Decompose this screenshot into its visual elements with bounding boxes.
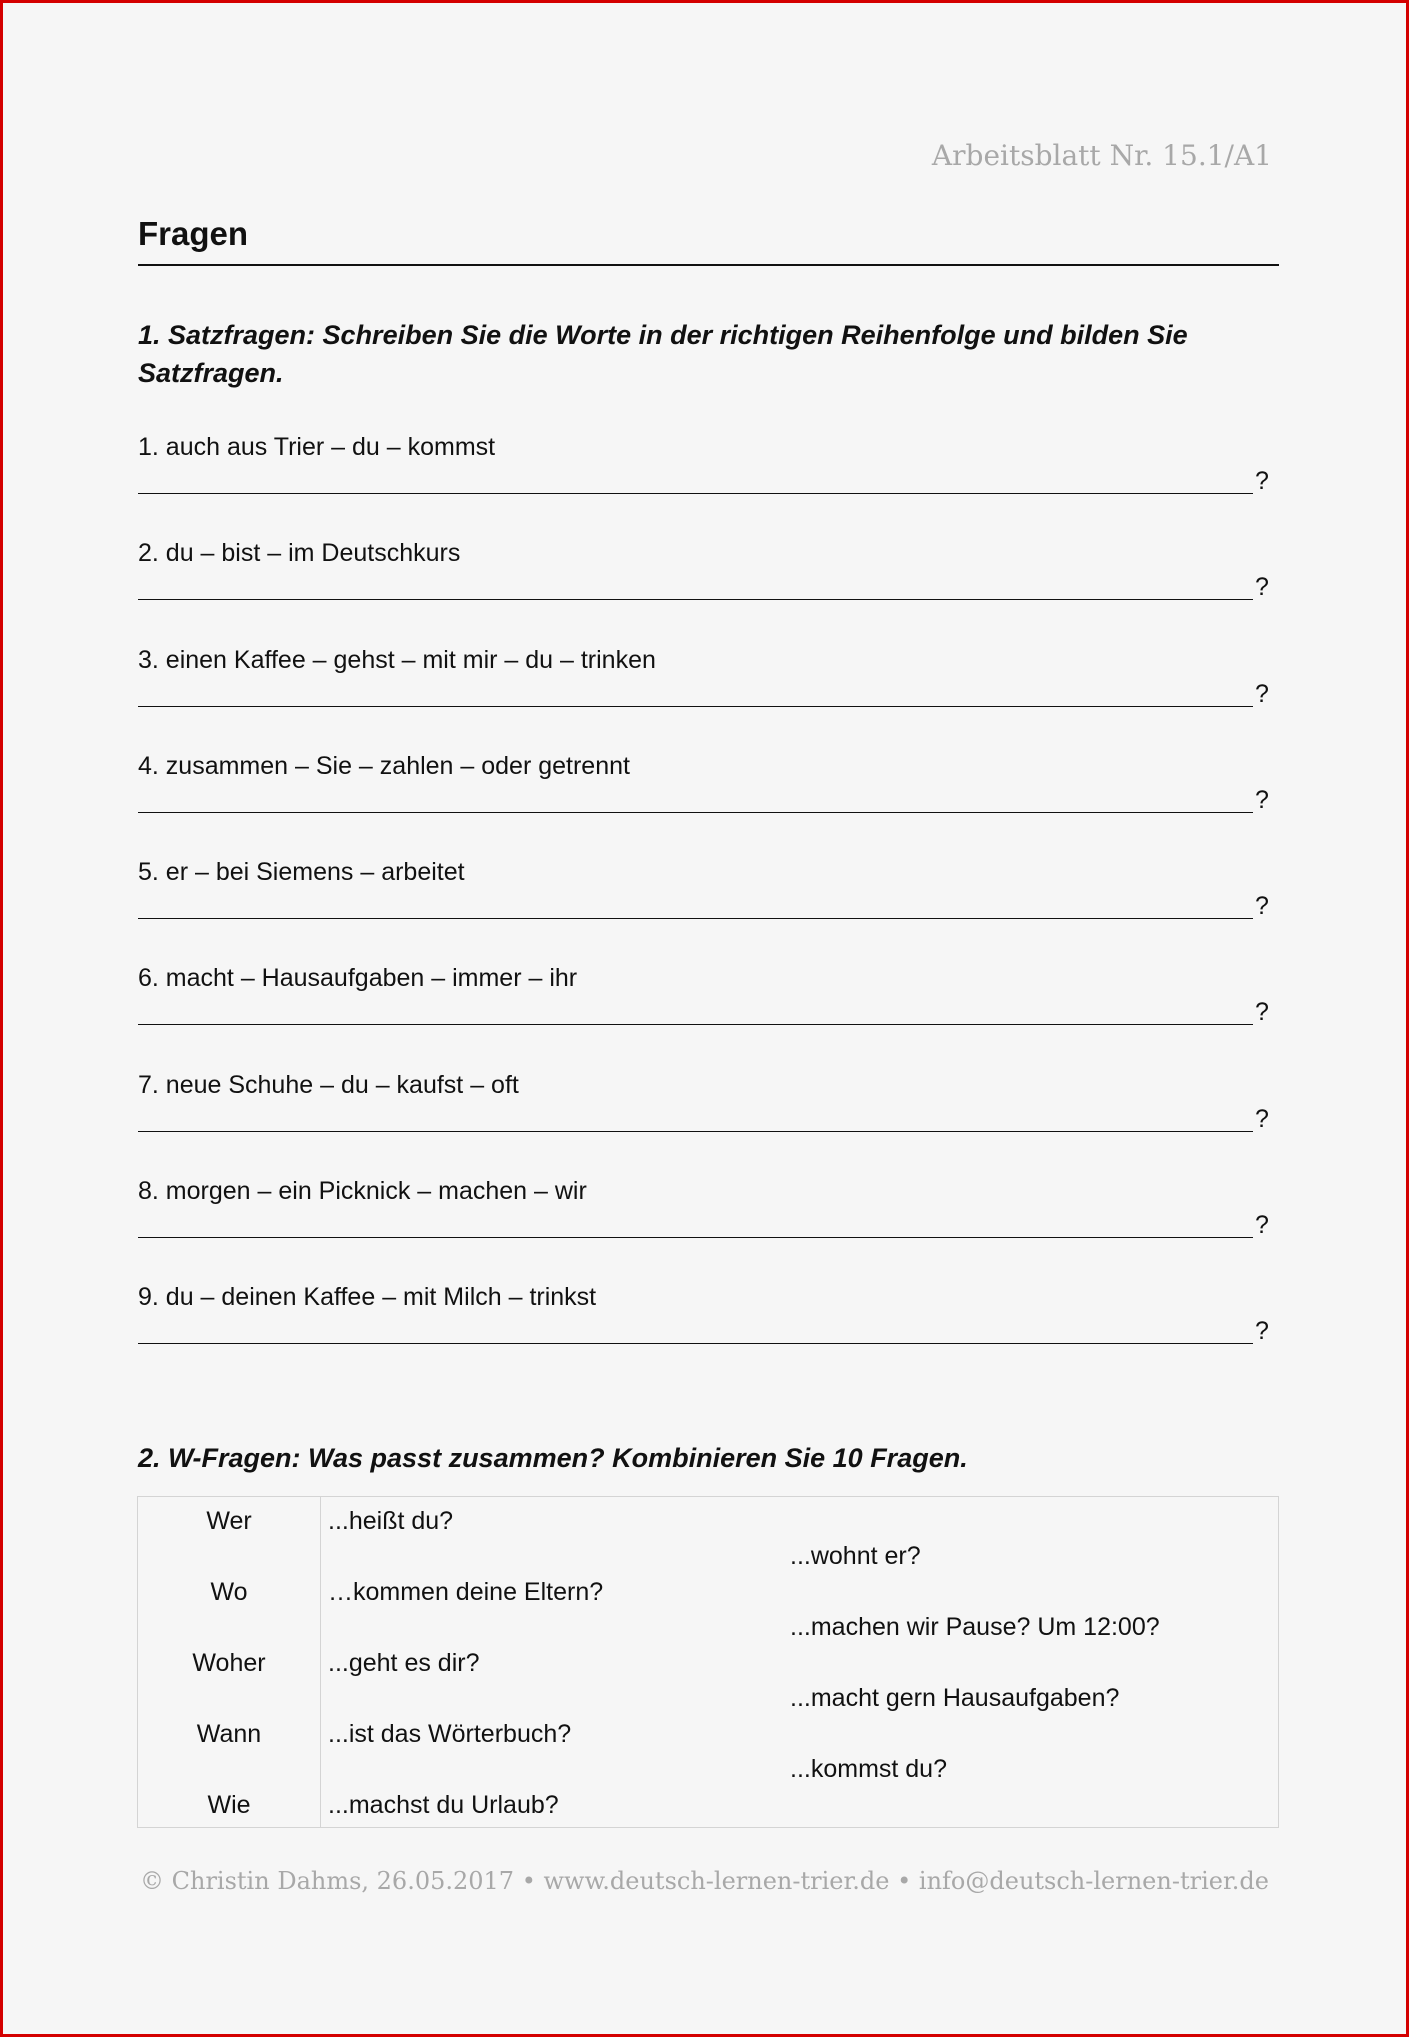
exercise-prompt: 8. morgen – ein Picknick – machen – wir <box>138 1176 587 1205</box>
question-mark: ? <box>1255 998 1269 1027</box>
question-mark: ? <box>1255 1104 1269 1133</box>
question-mark: ? <box>1255 573 1269 602</box>
question-ending: ...wohnt er? <box>790 1542 921 1570</box>
question-ending: ...macht gern Hausaufgaben? <box>790 1684 1120 1712</box>
question-ending: ...geht es dir? <box>328 1649 480 1677</box>
question-word: Woher <box>192 1649 266 1677</box>
exercise-item <box>138 1175 1279 1281</box>
question-ending: ...heißt du? <box>328 1507 454 1535</box>
exercise-prompt: 3. einen Kaffee – gehst – mit mir – du – trinken <box>138 645 656 674</box>
question-ending: …kommen deine Eltern? <box>328 1578 604 1606</box>
question-word: Wer <box>206 1507 252 1535</box>
exercise-item <box>138 1281 1279 1387</box>
exercise-item <box>138 856 1279 962</box>
exercise-prompt: 2. du – bist – im Deutschkurs <box>138 539 461 568</box>
copyright-footer: © Christin Dahms, 26.05.2017 • www.deutsch-lernen-trier.de • info@deutsch-lernen-trier.de <box>140 1867 1269 1895</box>
question-word: Wie <box>207 1791 251 1819</box>
question-ending: ...ist das Wörterbuch? <box>328 1720 572 1748</box>
question-mark: ? <box>1255 679 1269 708</box>
question-mark: ? <box>1255 892 1269 920</box>
column-divider <box>320 1497 321 1827</box>
exercise-item <box>138 1069 1279 1175</box>
question-ending: ...machen wir Pause? Um 12:00? <box>790 1613 1160 1641</box>
section1-heading: 1. Satzfragen: Schreiben Sie die Worte in der richtigen Reihenfolge und bilden Sie Satzfragen. <box>138 320 1188 388</box>
exercise-prompt: 1. auch aus Trier – du – kommst <box>138 433 496 461</box>
w-questions-table <box>137 1496 1279 1828</box>
exercise-prompt: 6. macht – Hausaufgaben – immer – ihr <box>138 964 578 993</box>
exercise-item <box>138 537 1279 643</box>
page-title: Fragen <box>138 215 249 252</box>
answer-line[interactable] <box>138 1024 1253 1025</box>
exercise-item <box>138 431 1279 537</box>
answer-line[interactable] <box>138 918 1253 919</box>
answer-line[interactable] <box>138 1131 1253 1132</box>
answer-line[interactable] <box>138 493 1253 494</box>
answer-line[interactable] <box>138 1237 1253 1238</box>
question-mark: ? <box>1255 467 1269 495</box>
exercise-item <box>138 962 1279 1068</box>
question-mark: ? <box>1255 1210 1269 1239</box>
exercise-prompt: 4. zusammen – Sie – zahlen – oder getrennt <box>138 751 630 780</box>
answer-line[interactable] <box>138 599 1253 600</box>
answer-line[interactable] <box>138 1343 1253 1344</box>
exercise-item <box>138 750 1279 856</box>
exercise-prompt: 9. du – deinen Kaffee – mit Milch – trinkst <box>138 1283 597 1311</box>
section2-heading: 2. W-Fragen: Was passt zusammen? Kombinieren Sie 10 Fragen. <box>138 1443 968 1473</box>
answer-line[interactable] <box>138 706 1253 707</box>
question-mark: ? <box>1255 785 1269 814</box>
title-underline <box>138 264 1279 266</box>
question-mark: ? <box>1255 1317 1269 1345</box>
question-word: Wo <box>210 1578 248 1606</box>
question-ending: ...kommst du? <box>790 1755 947 1783</box>
sentence-question-list <box>138 431 1279 1387</box>
question-word: Wann <box>196 1720 262 1748</box>
sheet-number: Arbeitsblatt Nr. 15.1/A1 <box>931 139 1272 172</box>
exercise-prompt: 7. neue Schuhe – du – kaufst – oft <box>138 1070 519 1099</box>
question-ending: ...machst du Urlaub? <box>328 1791 559 1819</box>
exercise-prompt: 5. er – bei Siemens – arbeitet <box>138 858 465 886</box>
answer-line[interactable] <box>138 812 1253 813</box>
exercise-item <box>138 644 1279 750</box>
